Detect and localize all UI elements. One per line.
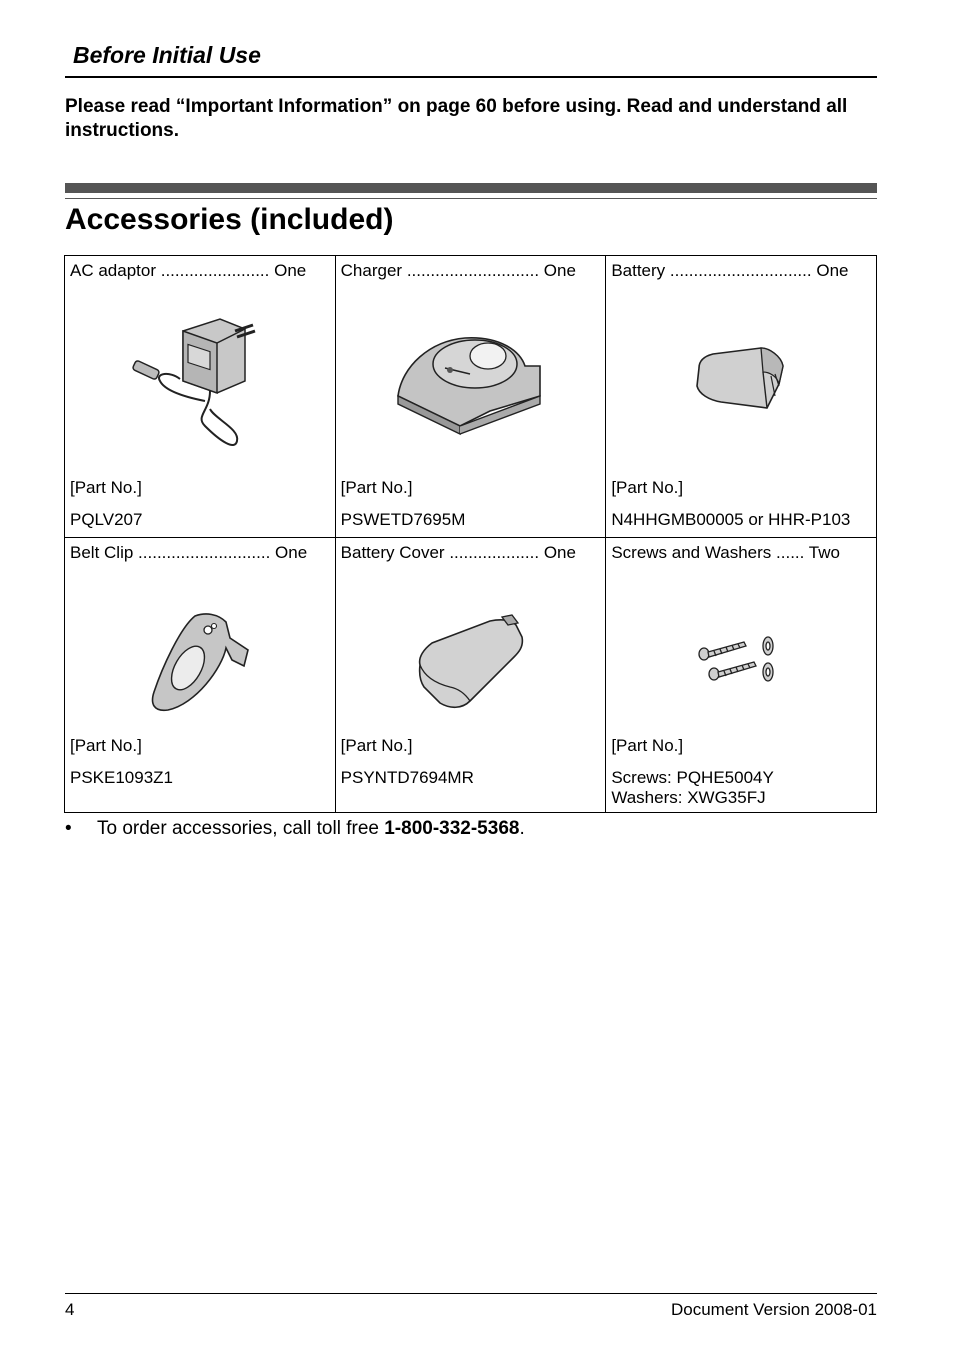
accessory-title — [611, 261, 872, 281]
ac-adaptor-icon — [65, 296, 335, 466]
screws-washers-icon — [606, 578, 876, 748]
accessory-qty: One — [274, 261, 307, 280]
order-note — [65, 818, 525, 840]
accessory-qty: One — [543, 543, 576, 562]
accessory-title — [341, 261, 602, 281]
accessory-cell-charger — [335, 256, 606, 538]
part-no-label: [Part No.] — [611, 736, 684, 755]
accessory-name: Battery Cover — [340, 543, 445, 562]
section-header-title: Before Initial Use — [73, 42, 261, 68]
charger-icon — [336, 296, 606, 466]
page-title: Accessories (included) — [65, 203, 394, 236]
accessory-title — [70, 543, 331, 563]
part-no-label: [Part No.] — [611, 478, 684, 497]
part-no-screws: Screws: PQHE5004Y — [611, 768, 774, 787]
accessory-qty: One — [543, 261, 576, 280]
order-phone-number: 1-800-332-5368 — [384, 818, 520, 839]
section-header — [65, 40, 877, 78]
accessory-name: AC adaptor — [70, 261, 156, 280]
battery-cover-icon — [336, 578, 606, 748]
accessory-dots: ............................ — [406, 261, 540, 280]
accessory-title — [70, 261, 331, 281]
table-row — [65, 256, 877, 538]
accessory-name: Screws and Washers — [611, 543, 772, 562]
bullet: • — [65, 818, 72, 839]
part-no-label: [Part No.] — [340, 478, 413, 497]
accessory-cell-ac-adaptor — [65, 256, 336, 538]
accessory-cell-belt-clip — [65, 538, 336, 813]
accessory-cell-battery-cover — [335, 538, 606, 813]
accessory-dots: .............................. — [669, 261, 812, 280]
page-number: 4 — [65, 1300, 75, 1319]
part-no-washers: Washers: XWG35FJ — [611, 788, 766, 807]
order-note-text: To order accessories, call toll free — [97, 818, 385, 839]
document-version: Document Version 2008-01 — [670, 1300, 877, 1319]
part-no-value — [611, 768, 774, 808]
part-no-value: PQLV207 — [70, 510, 143, 529]
battery-icon — [606, 296, 876, 466]
accessory-cell-screws-washers — [606, 538, 877, 813]
accessory-name: Belt Clip — [70, 543, 134, 562]
part-no-value: PSYNTD7694MR — [340, 768, 474, 787]
accessory-qty: Two — [808, 543, 840, 562]
part-no-label: [Part No.] — [340, 736, 413, 755]
part-no-value: PSWETD7695M — [340, 510, 466, 529]
accessory-title — [611, 543, 872, 563]
accessories-table — [64, 255, 877, 813]
order-note-end: . — [519, 818, 525, 839]
heading-rule-thick — [65, 183, 877, 193]
accessory-dots: ................... — [449, 543, 540, 562]
footer-rule — [65, 1293, 877, 1294]
part-no-value: PSKE1093Z1 — [70, 768, 174, 787]
part-no-value: N4HHGMB00005 or HHR-P103 — [611, 510, 851, 529]
accessory-qty: One — [275, 543, 308, 562]
heading-rule-thin — [65, 198, 877, 199]
accessory-cell-battery — [606, 256, 877, 538]
table-row — [65, 538, 877, 813]
accessory-name: Charger — [340, 261, 403, 280]
accessory-name: Battery — [611, 261, 666, 280]
accessory-dots: ............................ — [138, 543, 271, 562]
intro-text: Please read “Important Information” on page 60 before using. Read and understand all instructions. — [65, 96, 848, 141]
accessory-dots: ....................... — [160, 261, 270, 280]
accessory-qty: One — [816, 261, 849, 280]
accessory-title — [341, 543, 602, 563]
accessory-dots: ...... — [776, 543, 805, 562]
part-no-label: [Part No.] — [70, 478, 142, 497]
belt-clip-icon — [65, 578, 335, 748]
part-no-label: [Part No.] — [70, 736, 142, 755]
